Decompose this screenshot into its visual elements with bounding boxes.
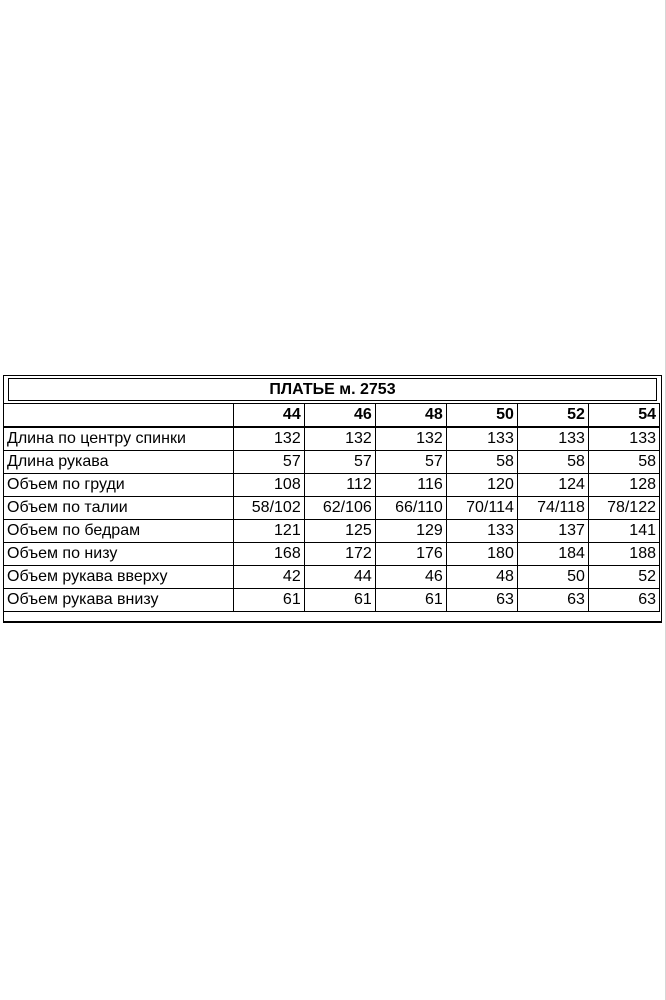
measurement-label: Объем по груди [4, 474, 233, 497]
measurement-value: 132 [375, 427, 446, 451]
measurement-value: 133 [446, 520, 517, 543]
measurement-value: 44 [304, 566, 375, 589]
table-row [4, 497, 660, 520]
measurement-value: 66/110 [375, 497, 446, 520]
measurement-value: 58/102 [233, 497, 304, 520]
measurement-value: 128 [588, 474, 659, 497]
table-row [4, 427, 660, 451]
measurement-value: 61 [375, 589, 446, 612]
measurement-value: 57 [375, 451, 446, 474]
measurement-value: 63 [588, 589, 659, 612]
measurement-value: 172 [304, 543, 375, 566]
measurement-value: 50 [517, 566, 588, 589]
measurement-value: 133 [517, 427, 588, 451]
size-header-row [4, 404, 660, 428]
measurement-value: 176 [375, 543, 446, 566]
size-table [4, 403, 660, 612]
table-row [4, 543, 660, 566]
measurement-value: 168 [233, 543, 304, 566]
measurement-value: 70/114 [446, 497, 517, 520]
table-row [4, 566, 660, 589]
measurement-value: 141 [588, 520, 659, 543]
measurement-value: 132 [233, 427, 304, 451]
measurement-value: 61 [304, 589, 375, 612]
measurement-value: 63 [517, 589, 588, 612]
measurement-value: 52 [588, 566, 659, 589]
table-row [4, 520, 660, 543]
measurement-value: 133 [446, 427, 517, 451]
measurement-label: Длина по центру спинки [4, 427, 233, 451]
table-row [4, 451, 660, 474]
measurement-label: Объем рукава вверху [4, 566, 233, 589]
measurement-value: 112 [304, 474, 375, 497]
measurement-value: 124 [517, 474, 588, 497]
size-chart [3, 375, 662, 623]
size-header-cell: 50 [446, 404, 517, 428]
measurement-value: 108 [233, 474, 304, 497]
measurement-label: Объем рукава внизу [4, 589, 233, 612]
size-chart-title: ПЛАТЬЕ м. 2753 [8, 378, 657, 401]
measurement-label: Длина рукава [4, 451, 233, 474]
measurement-value: 125 [304, 520, 375, 543]
measurement-value: 61 [233, 589, 304, 612]
header-corner-cell [4, 404, 233, 428]
measurement-label: Объем по низу [4, 543, 233, 566]
measurement-value: 58 [446, 451, 517, 474]
size-header-cell: 46 [304, 404, 375, 428]
measurement-value: 46 [375, 566, 446, 589]
measurement-value: 78/122 [588, 497, 659, 520]
measurement-value: 74/118 [517, 497, 588, 520]
measurement-value: 184 [517, 543, 588, 566]
size-header-cell: 52 [517, 404, 588, 428]
measurement-value: 62/106 [304, 497, 375, 520]
measurement-value: 133 [588, 427, 659, 451]
measurement-value: 58 [517, 451, 588, 474]
measurement-value: 58 [588, 451, 659, 474]
measurement-label: Объем по талии [4, 497, 233, 520]
measurement-value: 188 [588, 543, 659, 566]
size-header-cell: 54 [588, 404, 659, 428]
measurement-value: 48 [446, 566, 517, 589]
measurement-value: 57 [233, 451, 304, 474]
measurement-value: 42 [233, 566, 304, 589]
size-header-cell: 48 [375, 404, 446, 428]
table-row [4, 474, 660, 497]
measurement-value: 116 [375, 474, 446, 497]
measurement-label: Объем по бедрам [4, 520, 233, 543]
measurement-value: 63 [446, 589, 517, 612]
measurement-value: 129 [375, 520, 446, 543]
size-header-cell: 44 [233, 404, 304, 428]
table-row [4, 589, 660, 612]
measurement-value: 132 [304, 427, 375, 451]
measurement-value: 120 [446, 474, 517, 497]
measurement-value: 121 [233, 520, 304, 543]
measurement-value: 180 [446, 543, 517, 566]
measurement-value: 137 [517, 520, 588, 543]
measurement-value: 57 [304, 451, 375, 474]
